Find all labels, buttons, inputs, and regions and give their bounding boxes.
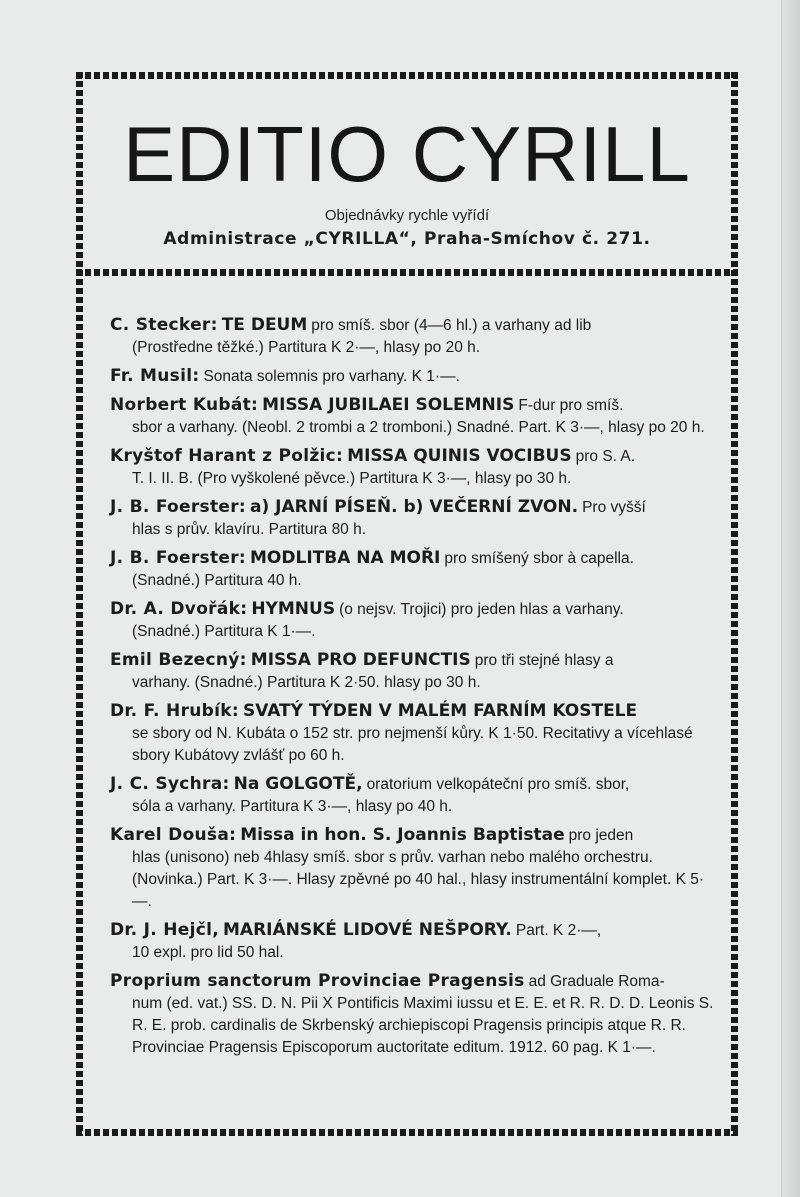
header: [83, 79, 731, 269]
border-divider: [76, 269, 738, 276]
entry-author: Fr. Musil:: [110, 366, 200, 386]
entry-work: SVATÝ TÝDEN V MALÉM FARNÍM KOSTELE: [242, 701, 638, 721]
entry-rest: 10 expl. pro lid 50 hal.: [132, 944, 284, 961]
entry-work: TE DEUM: [221, 315, 308, 335]
admin-line: Administrace „CYRILLA“, Praha-Smíchov č. 271.: [163, 229, 651, 249]
entry-author: J. B. Foerster:: [110, 497, 247, 517]
entry-desc: (o nejsv. Trojici) pro jeden hlas a varhany.: [339, 601, 624, 618]
entry-author: Dr. J. Hejčl,: [110, 920, 219, 940]
catalog-entry: [110, 773, 720, 818]
entry-work: MARIÁNSKÉ LIDOVÉ NEŠPORY.: [223, 920, 512, 940]
entry-work: MISSA PRO DEFUNCTIS: [250, 650, 471, 670]
entry-work: MISSA QUINIS VOCIBUS: [347, 446, 572, 466]
catalog-entry: [110, 445, 720, 490]
entry-desc: Part. K 2·—,: [515, 922, 602, 939]
entry-work: Missa in hon. S. Joannis Baptistae: [240, 825, 565, 845]
entry-author: Dr. F. Hrubík:: [110, 701, 239, 721]
entry-desc: pro smíšený sbor à capella.: [444, 550, 634, 567]
entry-rest: hlas s prův. klavíru. Partitura 80 h.: [132, 521, 367, 538]
border-top: [76, 72, 738, 79]
advertisement-frame: [76, 72, 738, 1136]
entry-desc: pro smíš. sbor (4—6 hl.) a varhany ad lib: [311, 317, 592, 334]
entry-rest: hlas (unisono) neb 4hlasy smíš. sbor s prův. varhan nebo malého orchestru. (Novinka.) Part. K 3·—. Hlasy zpěvné po 40 hal., hlasy instrumentální komplet. K 5·—.: [132, 849, 705, 910]
catalog-entry: [110, 919, 720, 964]
entry-rest: num (ed. vat.) SS. D. N. Pii X Pontificis Maximi iussu et E. E. et R. R. D. D. Leonis S. R. E. prob. cardinalis de Skrbenský archiepiscopi Pragensis principis atque R. R. Provinciae Pragensis Episcoporum auctoritate editum. 1912. 60 pag. K 1·—.: [132, 995, 714, 1056]
entry-author: Norbert Kubát:: [110, 395, 259, 415]
border-bottom: [76, 1129, 738, 1136]
entry-rest: T. I. II. B. (Pro vyškolené pěvce.) Partitura K 3·—, hlasy po 30 h.: [132, 470, 572, 487]
entry-rest: se sbory od N. Kubáta o 152 str. pro nejmenší kůry. K 1·50. Recitativy a vícehlasé sbory Kubátovy zvlášť po 60 h.: [132, 725, 693, 764]
entry-desc: Sonata solemnis pro varhany. K 1·—.: [203, 368, 460, 385]
catalog-entry: [110, 394, 720, 439]
order-line: Objednávky rychle vyřídí: [324, 207, 490, 224]
entry-desc: Pro vyšší: [582, 499, 646, 516]
entry-rest: (Snadné.) Partitura 40 h.: [132, 572, 302, 589]
catalog-entry: [110, 365, 720, 388]
catalog-entry: [110, 700, 720, 767]
entry-work: MODLITBA NA MOŘI: [250, 548, 441, 568]
entry-work: Na GOLGOTĚ,: [233, 774, 363, 794]
entry-rest: sóla a varhany. Partitura K 3·—, hlasy po 40 h.: [132, 798, 453, 815]
catalog-entry: [110, 649, 720, 694]
entry-rest: (Snadné.) Partitura K 1·—.: [132, 623, 316, 640]
entry-author: Kryštof Harant z Polžic:: [110, 446, 344, 466]
entry-author: Emil Bezecný:: [110, 650, 247, 670]
entry-rest: varhany. (Snadné.) Partitura K 2·50. hlasy po 30 h.: [132, 674, 481, 691]
entry-desc: pro S. A.: [575, 448, 636, 465]
entry-author: J. B. Foerster:: [110, 548, 247, 568]
entry-author: Dr. A. Dvořák:: [110, 599, 248, 619]
catalog-entry: [110, 314, 720, 359]
entry-work: MISSA JUBILAEI SOLEMNIS: [262, 395, 515, 415]
catalog-entry: [110, 547, 720, 592]
catalog-entry: [110, 824, 720, 913]
entry-desc: ad Graduale Roma-: [528, 973, 665, 990]
entry-desc: pro tři stejné hlasy a: [474, 652, 614, 669]
catalog-entry: [110, 496, 720, 541]
entry-desc: F-dur pro smíš.: [518, 397, 624, 414]
entry-author: J. C. Sychra:: [110, 774, 230, 794]
page-title: EDITIO CYRILL: [123, 110, 691, 198]
page-edge: [781, 0, 800, 1197]
entry-desc: pro jeden: [568, 827, 634, 844]
catalog-entry: [110, 598, 720, 643]
entry-work: a) JARNÍ PÍSEŇ. b) VEČERNÍ ZVON.: [250, 497, 579, 517]
catalog-entry: [110, 970, 720, 1059]
border-right: [731, 72, 738, 1136]
entry-work: HYMNUS: [251, 599, 336, 619]
entry-author: C. Stecker:: [110, 315, 218, 335]
catalog-list: [110, 314, 720, 1065]
entry-rest: (Prostředne těžké.) Partitura K 2·—, hlasy po 20 h.: [132, 339, 481, 356]
border-left: [76, 72, 83, 1136]
entry-author: Proprium sanctorum Provinciae Pragensis: [110, 971, 525, 991]
entry-desc: oratorium velkopáteční pro smíš. sbor,: [366, 776, 630, 793]
entry-author: Karel Douša:: [110, 825, 237, 845]
entry-rest: sbor a varhany. (Neobl. 2 trombi a 2 tromboni.) Snadné. Part. K 3·—, hlasy po 20 h.: [132, 419, 705, 436]
